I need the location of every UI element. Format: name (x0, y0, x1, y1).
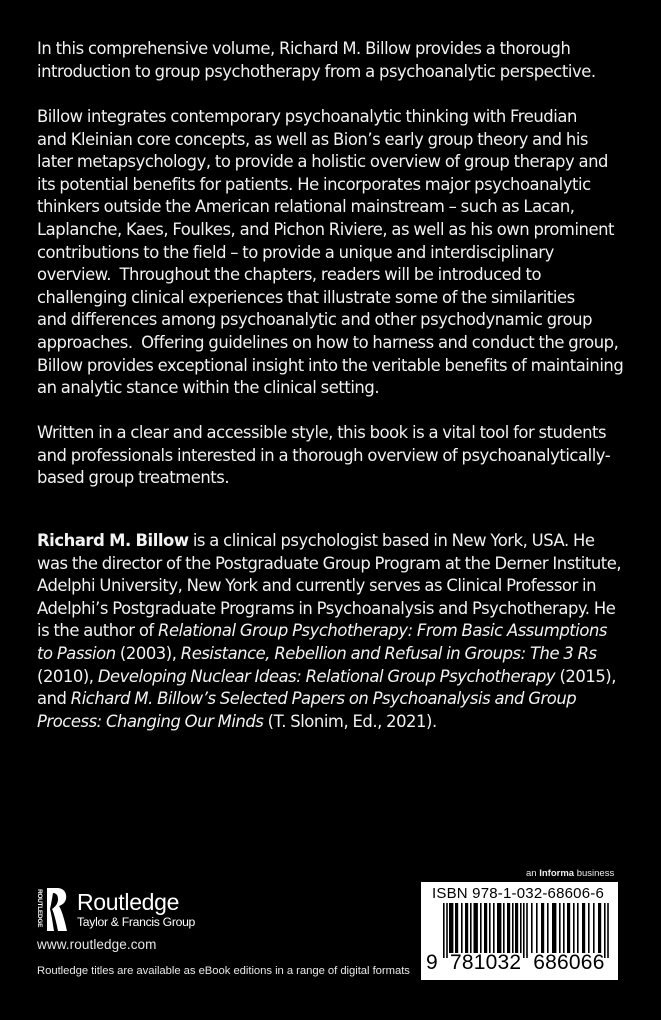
text-line: Billow provides exceptional insight into the veritable benefits of maintaining (37, 355, 624, 375)
text-line: challenging clinical experiences that illustrate some of the similarities (37, 287, 575, 307)
text-line (37, 620, 657, 643)
text-line: an analytic stance within the clinical setting. (37, 378, 380, 398)
text-line: In this comprehensive volume, Richard M. Billow provides a thorough (37, 39, 571, 58)
logo-vertical-text: ROUTLEDGE (36, 888, 43, 927)
routledge-r-icon (37, 887, 67, 932)
book-title: Relational Group Psychotherapy: From Basic Assumptions (158, 621, 607, 641)
text-line: Adelphi’s Postgraduate Programs in Psychoanalysis and Psychotherapy. He (37, 598, 616, 618)
book-title: Developing Nuclear Ideas: Relational Group Psychotherapy (97, 666, 556, 686)
isbn-label: ISBN 978-1-032-68606-6 (432, 885, 605, 902)
text-line: later metapsychology, to provide a holistic overview of group therapy and (37, 152, 609, 172)
logo-wordmark (77, 889, 195, 929)
text-line: Billow integrates contemporary psychoanalytic thinking with Freudian (37, 107, 577, 126)
text-line: based group treatments. (37, 468, 230, 488)
ean-digits: 9 781032 686066 (426, 951, 605, 974)
book-title: Richard M. Billow’s Selected Papers on Psychoanalysis and Group (70, 689, 577, 709)
ebook-note: Routledge titles are available as eBook editions in a range of digital formats (37, 965, 410, 977)
text-line: Written in a clear and accessible style, this book is a vital tool for students (37, 423, 607, 442)
text-line: approaches. Offering guidelines on how to harness and conduct the group, (37, 332, 619, 352)
bio-text: (2010), (37, 666, 98, 686)
book-title: to Passion (37, 643, 116, 663)
text-line: and Kleinian core concepts, as well as Bion’s early group theory and his (37, 129, 589, 149)
barcode-bars-icon (443, 903, 609, 958)
description-paragraph-2 (37, 106, 657, 400)
description-paragraph-1 (37, 38, 657, 83)
routledge-logo (37, 885, 195, 933)
informa-pre: an (526, 868, 540, 879)
informa-tagline (526, 868, 614, 879)
text-line (37, 666, 657, 689)
text-line (37, 643, 657, 666)
bio-text: and (37, 689, 71, 709)
text-line: contributions to the field – to provide a unique and interdisciplinary (37, 242, 554, 262)
text-line: Adelphi University, New York and currently serves as Clinical Professor in (37, 576, 597, 596)
text-line: thinkers outside the American relational mainstream – such as Lacan, (37, 197, 575, 217)
text-line: introduction to group psychotherapy from a psychoanalytic perspective. (37, 61, 596, 81)
informa-brand: Informa (539, 868, 575, 879)
text-line: Laplanche, Kaes, Foulkes, and Pichon Riviere, as well as his own prominent (37, 219, 615, 239)
book-title: Resistance, Rebellion and Refusal in Groups: The 3 Rs (180, 643, 597, 663)
bio-text: (2015), (555, 666, 617, 686)
text-line: its potential benefits for patients. He incorporates major psychoanalytic (37, 174, 591, 194)
text-line: overview. Throughout the chapters, readers will be introduced to (37, 265, 542, 285)
isbn-barcode (421, 882, 618, 980)
text-line (37, 688, 657, 711)
publisher-group: Taylor & Francis Group (77, 915, 196, 929)
bio-text: (2003), (115, 643, 181, 663)
description-paragraph-3 (37, 422, 657, 490)
text-line (37, 530, 657, 553)
text-line: was the director of the Postgraduate Group Program at the Derner Institute, (37, 553, 622, 573)
text-line: and professionals interested in a thorough overview of psychoanalytically- (37, 445, 611, 465)
r-profile-icon (46, 887, 68, 932)
informa-post: business (574, 868, 615, 879)
publisher-name: Routledge (77, 889, 180, 915)
text-line (37, 711, 657, 734)
author-bio (37, 530, 657, 733)
publisher-website[interactable]: www.routledge.com (37, 937, 157, 952)
book-title: Process: Changing Our Minds (37, 711, 264, 731)
text-line: and differences among psychoanalytic and other psychodynamic group (37, 310, 593, 330)
bio-text: is a clinical psychologist based in New York, USA. He (188, 531, 595, 550)
bio-text: is the author of (37, 621, 158, 641)
author-name: Richard M. Billow (37, 531, 189, 550)
bio-text: (T. Slonim, Ed., 2021). (263, 711, 437, 731)
